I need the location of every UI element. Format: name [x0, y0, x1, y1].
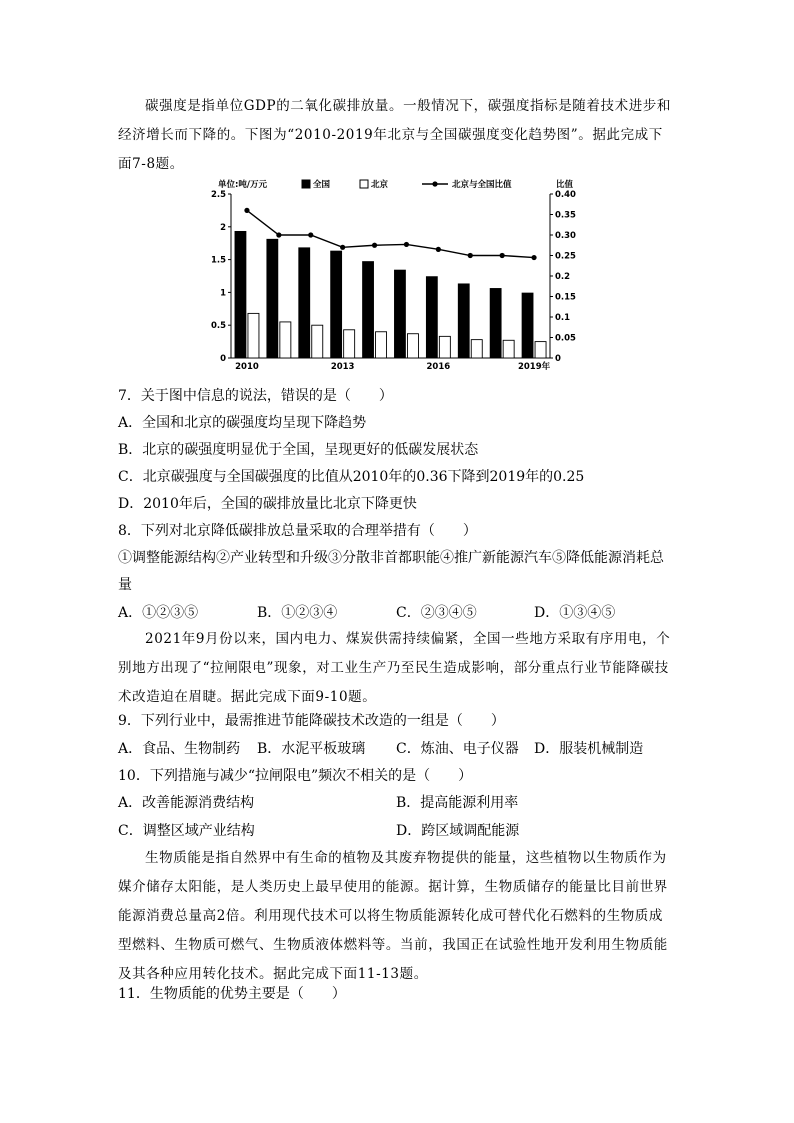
q8-items-line-2: 量 [118, 577, 132, 593]
left-tick-label: 1 [220, 288, 226, 299]
right-axis-unit: 比值 [556, 180, 574, 190]
q9-option-d[interactable]: D．服装机械制造 [534, 741, 644, 757]
q8-stem: 8．下列对北京降低碳排放总量采取的合理举措有（ ） [118, 523, 477, 539]
national-bar [331, 251, 342, 358]
right-tick-label: 0.25 [555, 251, 576, 262]
beijing-bar [503, 340, 514, 358]
beijing-bar [248, 313, 259, 358]
beijing-bar [344, 330, 355, 358]
national-bar [299, 248, 310, 358]
ratio-point [244, 208, 249, 213]
national-bar [363, 262, 374, 358]
x-tick-label: 2019年 [517, 362, 551, 372]
q8-option-b[interactable]: B．①②③④ [257, 605, 338, 621]
ratio-line-series [244, 208, 536, 260]
right-tick-label: 0.15 [555, 292, 576, 303]
ratio-point [308, 232, 313, 237]
national-bar [426, 277, 437, 358]
beijing-bar [280, 322, 291, 358]
right-tick-label: 0.40 [555, 190, 576, 200]
q10-option-b[interactable]: B．提高能源利用率 [396, 795, 519, 811]
q10-option-a[interactable]: A．改善能源消费结构 [118, 795, 255, 811]
left-axis-unit: 单位:吨/万元 [218, 180, 268, 190]
left-tick-label: 1.5 [210, 255, 226, 266]
left-tick-label: 0.5 [210, 321, 226, 332]
q10-stem: 10．下列措施与减少“拉闸限电”频次不相关的是（ ） [118, 768, 473, 784]
legend-label-national: 全国 [313, 180, 331, 190]
intro-paragraph-carbon-intensity: 碳强度是指单位GDP的二氧化碳排放量。一般情况下，碳强度指标是随着技术进步和经济增长而下降的。下图为“2010-2019年北京与全国碳强度变化趋势图”。据此完成下面7-8题。 [118, 98, 671, 172]
q9-option-c[interactable]: C．炼油、电子仪器 [396, 741, 519, 757]
beijing-bar [535, 342, 546, 358]
q10-option-d[interactable]: D．跨区域调配能源 [396, 823, 520, 839]
intro-paragraph-biomass: 生物质能是指自然界中有生命的植物及其废弃物提供的能量，这些植物以生物质作为媒介储存太阳能，是人类历史上最早使用的能源。据计算，生物质储存的能量比目前世界能源消费总量高2倍。利用现代技术可以将生物质能源转化成可替代化石燃料的生物质成型燃料、生物质可燃气、生物质液体燃料等。当前，我国正在试验性地开发利用生物质能及其各种应用转化技术。据此完成下面11-13题。 [118, 850, 668, 982]
x-tick-label: 2010 [235, 362, 259, 372]
q9-option-a[interactable]: A．食品、生物制药 [118, 741, 241, 757]
left-tick-label: 2 [220, 222, 226, 233]
ratio-point [340, 245, 345, 250]
q9-stem: 9．下列行业中，最需推进节能降碳技术改造的一组是（ ） [118, 713, 505, 729]
national-bar [490, 288, 501, 358]
legend-swatch-beijing [360, 180, 368, 188]
chart-bars [235, 231, 546, 358]
right-tick-label: 0.35 [555, 210, 576, 221]
q7-option-a[interactable]: A．全国和北京的碳强度均呈现下降趋势 [118, 415, 367, 431]
q8-option-d[interactable]: D．①③④⑤ [534, 605, 616, 621]
chart-axes [211, 190, 576, 372]
ratio-line-path [247, 210, 534, 257]
q7-option-c[interactable]: C．北京碳强度与全国碳强度的比值从2010年的0.36下降到2019年的0.25 [118, 469, 585, 485]
q9-option-b[interactable]: B．水泥平板玻璃 [257, 741, 366, 757]
chart-legend [302, 179, 512, 190]
national-bar [458, 284, 469, 358]
q8-option-c[interactable]: C．②③④⑤ [396, 605, 477, 621]
carbon-intensity-chart [200, 176, 595, 376]
q8-option-a[interactable]: A．①②③⑤ [118, 605, 199, 621]
ratio-point [404, 242, 409, 247]
ratio-point [531, 255, 536, 260]
beijing-bar [376, 332, 387, 358]
right-tick-label: 0 [555, 354, 561, 364]
ratio-point [500, 253, 505, 258]
intro-paragraph-power-rationing: 2021年9月份以来，国内电力、煤炭供需持续偏紧，全国一些地方采取有序用电，个别地方出现了“拉闸限电”现象，对工业生产乃至民生造成影响，部分重点行业节能降碳技术改造迫在眉睫。据此完成下面9-10题。 [118, 631, 671, 705]
ratio-point [468, 253, 473, 258]
ratio-point [436, 247, 441, 252]
national-bar [522, 293, 533, 358]
right-tick-label: 0.30 [555, 231, 576, 241]
q7-stem: 7．关于图中信息的说法，错误的是（ ） [118, 388, 393, 404]
beijing-bar [439, 336, 450, 358]
legend-swatch-ratio-point [432, 181, 437, 186]
national-bar [394, 270, 405, 358]
ratio-point [276, 232, 281, 237]
q7-option-d[interactable]: D．2010年后，全国的碳排放量比北京下降更快 [118, 496, 417, 512]
beijing-bar [312, 325, 323, 358]
x-tick-label: 2016 [426, 362, 451, 372]
left-tick-label: 0 [220, 354, 226, 364]
right-tick-label: 0.2 [555, 272, 571, 282]
left-tick-label: 2.5 [210, 190, 226, 200]
legend-label-beijing: 北京 [371, 180, 389, 190]
national-bar [267, 239, 278, 358]
beijing-bar [471, 340, 482, 358]
legend-label-ratio: 北京与全国比值 [452, 180, 512, 190]
national-bar [235, 231, 246, 358]
legend-swatch-national [302, 180, 310, 188]
right-tick-label: 0.05 [555, 333, 576, 344]
ratio-point [372, 243, 377, 248]
q11-stem: 11．生物质能的优势主要是（ ） [118, 986, 346, 1002]
x-tick-label: 2013 [330, 362, 355, 372]
q8-items-line-1: ①调整能源结构②产业转型和升级③分散非首都职能④推广新能源汽车⑤降低能源消耗总 [118, 550, 664, 566]
right-tick-label: 0.1 [555, 313, 571, 323]
beijing-bar [407, 334, 418, 358]
q7-option-b[interactable]: B．北京的碳强度明显优于全国，呈现更好的低碳发展状态 [118, 442, 479, 458]
q10-option-c[interactable]: C．调整区域产业结构 [118, 823, 255, 839]
